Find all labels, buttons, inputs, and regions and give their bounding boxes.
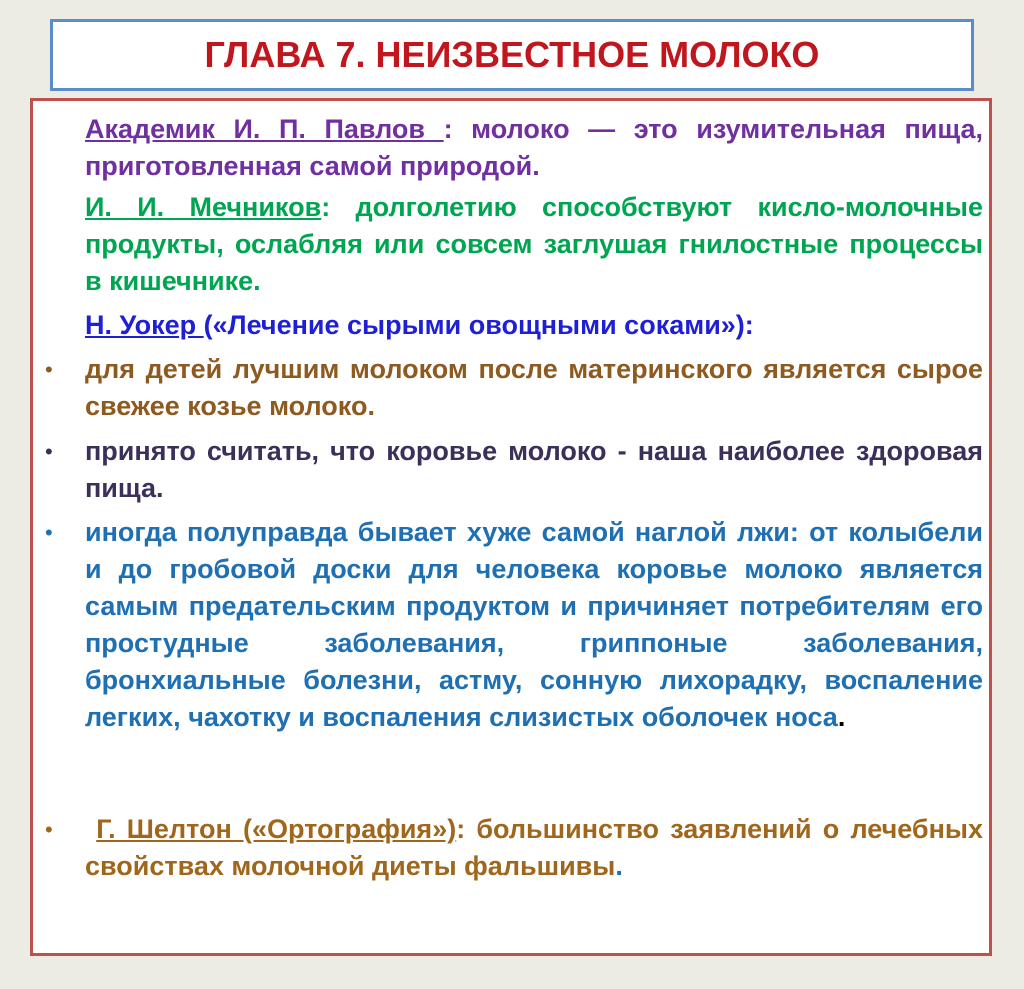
bullet-3-marker: • bbox=[45, 520, 53, 545]
page-title: ГЛАВА 7. НЕИЗВЕСТНОЕ МОЛОКО bbox=[204, 34, 820, 75]
pavlov-name: Академик И. П. Павлов bbox=[85, 114, 444, 144]
pavlov-text: : молоко — это изумительная пища, приготовленная самой природой. bbox=[85, 114, 983, 181]
bullet-1-marker: • bbox=[45, 357, 53, 382]
bullet-4-marker: • bbox=[45, 817, 53, 842]
bullet-3-body: иногда полуправда бывает хуже самой наглой лжи: от колыбели и до гробовой доски для человека коровье молоко является самым предательским продуктом и причиняет потребителям его простудные заболевания, гриппоные заболевания, бронхиальные болезни, астму, сонную лихорадку, воспаление легких, чахотку и воспаления слизистых оболочек носа bbox=[85, 517, 983, 732]
pavlov-quote bbox=[85, 111, 983, 185]
walker-heading bbox=[85, 307, 983, 344]
bullet-4-text bbox=[85, 811, 983, 885]
bullet-4-body: : большинство заявлений о лечебных свойствах молочной диеты фальшивы bbox=[85, 814, 983, 881]
content-box bbox=[30, 98, 992, 956]
mechnikov-text: : долголетию способствуют кисло-молочные продукты, ослабляя или совсем заглушая гнилостные процессы в кишечнике. bbox=[85, 192, 983, 296]
title-box bbox=[50, 19, 974, 91]
mechnikov-name: И. И. Мечников bbox=[85, 192, 322, 222]
bullet-1-text: для детей лучшим молоком после материнского является сырое свежее козье молоко. bbox=[85, 354, 983, 421]
bullet-2-marker: • bbox=[45, 439, 53, 464]
mechnikov-quote bbox=[85, 189, 983, 300]
bullet-3-text bbox=[85, 514, 983, 736]
bullet-3-end: . bbox=[837, 702, 846, 732]
bullet-4-end: . bbox=[615, 851, 623, 881]
walker-text: («Лечение сырыми овощными соками»): bbox=[203, 310, 754, 340]
shelton-name: Г. Шелтон («Ортография») bbox=[96, 814, 457, 844]
bullet-2-text: принято считать, что коровье молоко - наша наиболее здоровая пища. bbox=[85, 436, 983, 503]
walker-name: Н. Уокер bbox=[85, 310, 204, 340]
